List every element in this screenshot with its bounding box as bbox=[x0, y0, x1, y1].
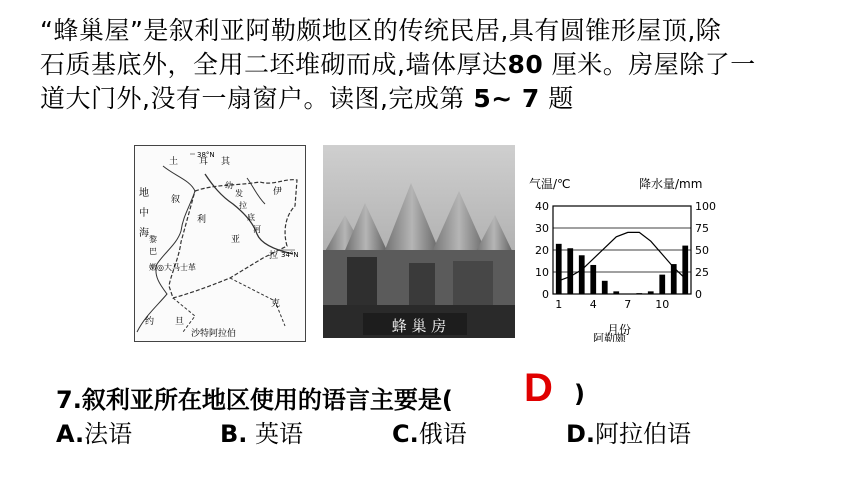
left-tick-label: 0 bbox=[542, 288, 549, 301]
left-tick-label: 30 bbox=[535, 222, 549, 235]
wall-thickness-number: 80 bbox=[507, 50, 544, 79]
answer-mark: D bbox=[524, 366, 553, 410]
map-label-dan: 旦 bbox=[175, 317, 185, 327]
left-tick-label: 20 bbox=[535, 244, 549, 257]
map-label-hai: 海 bbox=[139, 228, 149, 239]
option-c-letter: C. bbox=[392, 420, 419, 448]
lat-38-label: 38°N bbox=[197, 151, 215, 159]
x-tick-label: 1 bbox=[555, 298, 563, 311]
map-label-xu: 叙 bbox=[171, 195, 181, 205]
left-tick-label: 10 bbox=[535, 266, 549, 279]
right-tick-label: 25 bbox=[695, 266, 709, 279]
right-axis-title: 降水量/mm bbox=[639, 177, 703, 191]
right-tick-label: 50 bbox=[695, 244, 709, 257]
beehive-house-photo bbox=[323, 145, 515, 338]
option-d-letter: D. bbox=[566, 420, 596, 448]
map-label-ba: 巴 bbox=[149, 247, 157, 256]
map-label-tu: 土 bbox=[169, 157, 179, 167]
map-label-you: 幼 bbox=[225, 181, 233, 190]
option-b-text: 英语 bbox=[247, 420, 304, 448]
temperature-line bbox=[559, 232, 686, 280]
map-label-nen: 嫩 bbox=[149, 263, 157, 272]
precip-bar bbox=[590, 265, 596, 294]
intro-line-2 bbox=[40, 48, 840, 82]
intro-line-2-text-a: 石质基底外，全用二坯堆砌而成,墙体厚达 bbox=[40, 50, 508, 79]
precip-bar bbox=[659, 275, 665, 294]
intro-line-3-text-a: 道大门外,没有一扇窗户。读图,完成第 bbox=[40, 84, 474, 113]
precip-bar bbox=[556, 244, 562, 294]
map-label-la: 拉 bbox=[269, 251, 279, 261]
lat-34-label: 34°N bbox=[281, 251, 299, 259]
option-a[interactable] bbox=[56, 414, 132, 449]
precip-bar bbox=[671, 264, 677, 294]
intro-paragraph bbox=[40, 14, 840, 116]
syria-map bbox=[134, 145, 306, 342]
map-label-yi: 伊 bbox=[273, 187, 283, 197]
intro-line-1 bbox=[40, 14, 840, 48]
question-range: 5~ 7 bbox=[473, 84, 540, 113]
station-label: 阿勒颇 bbox=[593, 332, 626, 342]
map-label-er: 耳 bbox=[199, 157, 209, 167]
precip-bar bbox=[682, 246, 688, 294]
x-tick-label: 7 bbox=[624, 298, 632, 311]
x-tick-label: 10 bbox=[655, 298, 670, 311]
option-c-text: 俄语 bbox=[418, 420, 467, 448]
option-b[interactable] bbox=[220, 414, 303, 449]
left-axis-title: 气温/℃ bbox=[529, 177, 571, 191]
intro-line-1-text: “蜂巢屋”是叙利亚阿勒颇地区的传统民居,具有圆锥形屋顶,除 bbox=[40, 16, 722, 45]
right-tick-label: 100 bbox=[695, 200, 716, 213]
map-label-ya: 亚 bbox=[231, 235, 241, 245]
precip-bar bbox=[567, 248, 573, 294]
option-a-text: 法语 bbox=[84, 420, 133, 448]
option-a-letter: A. bbox=[56, 420, 85, 448]
precip-bar bbox=[579, 255, 585, 294]
question-close-paren: ) bbox=[574, 380, 585, 408]
option-d-text: 阿拉伯语 bbox=[595, 420, 692, 448]
photo-svg bbox=[323, 145, 515, 338]
precip-bar bbox=[636, 293, 642, 294]
intro-line-3-text-b: 题 bbox=[539, 84, 574, 113]
option-d[interactable] bbox=[566, 414, 691, 449]
intro-line-3 bbox=[40, 82, 840, 116]
right-tick-label: 0 bbox=[695, 288, 702, 301]
map-label-ke: 克 bbox=[271, 299, 281, 309]
map-label-zhong: 中 bbox=[139, 208, 149, 219]
damascus-label: ◎大马士革 bbox=[157, 263, 196, 272]
x-tick-label: 4 bbox=[589, 298, 597, 311]
question-7: 7.叙利亚所在地区使用的语言主要是( bbox=[56, 386, 453, 414]
climate-chart bbox=[525, 172, 725, 342]
map-label-li: 利 bbox=[197, 215, 207, 225]
map-label-li2: 黎 bbox=[149, 235, 157, 244]
intro-line-2-text-b: 厘米。房屋除了一 bbox=[543, 50, 756, 79]
map-label-di: 地 bbox=[139, 188, 149, 199]
saudi-label: 沙特阿拉伯 bbox=[191, 329, 237, 339]
map-label-qi: 其 bbox=[221, 157, 231, 167]
photo-caption: 蜂 巢 房 bbox=[391, 317, 447, 335]
precip-bar bbox=[602, 281, 608, 294]
chart-plot-area bbox=[535, 200, 716, 311]
map-label-la2: 拉 bbox=[239, 201, 247, 210]
x-axis-unit: 月份 bbox=[607, 323, 632, 337]
climate-chart-svg bbox=[525, 172, 725, 342]
option-c[interactable] bbox=[392, 414, 467, 449]
map-label-di2: 底 bbox=[247, 213, 255, 222]
syria-map-svg bbox=[135, 146, 305, 341]
option-b-letter: B. bbox=[220, 420, 248, 448]
right-tick-label: 75 bbox=[695, 222, 709, 235]
map-label-fa: 发 bbox=[235, 189, 243, 198]
precip-bar bbox=[613, 291, 619, 294]
precip-bar bbox=[648, 291, 654, 294]
left-tick-label: 40 bbox=[535, 200, 549, 213]
map-label-yue: 约 bbox=[145, 317, 155, 327]
map-label-he: 河 bbox=[253, 225, 261, 234]
